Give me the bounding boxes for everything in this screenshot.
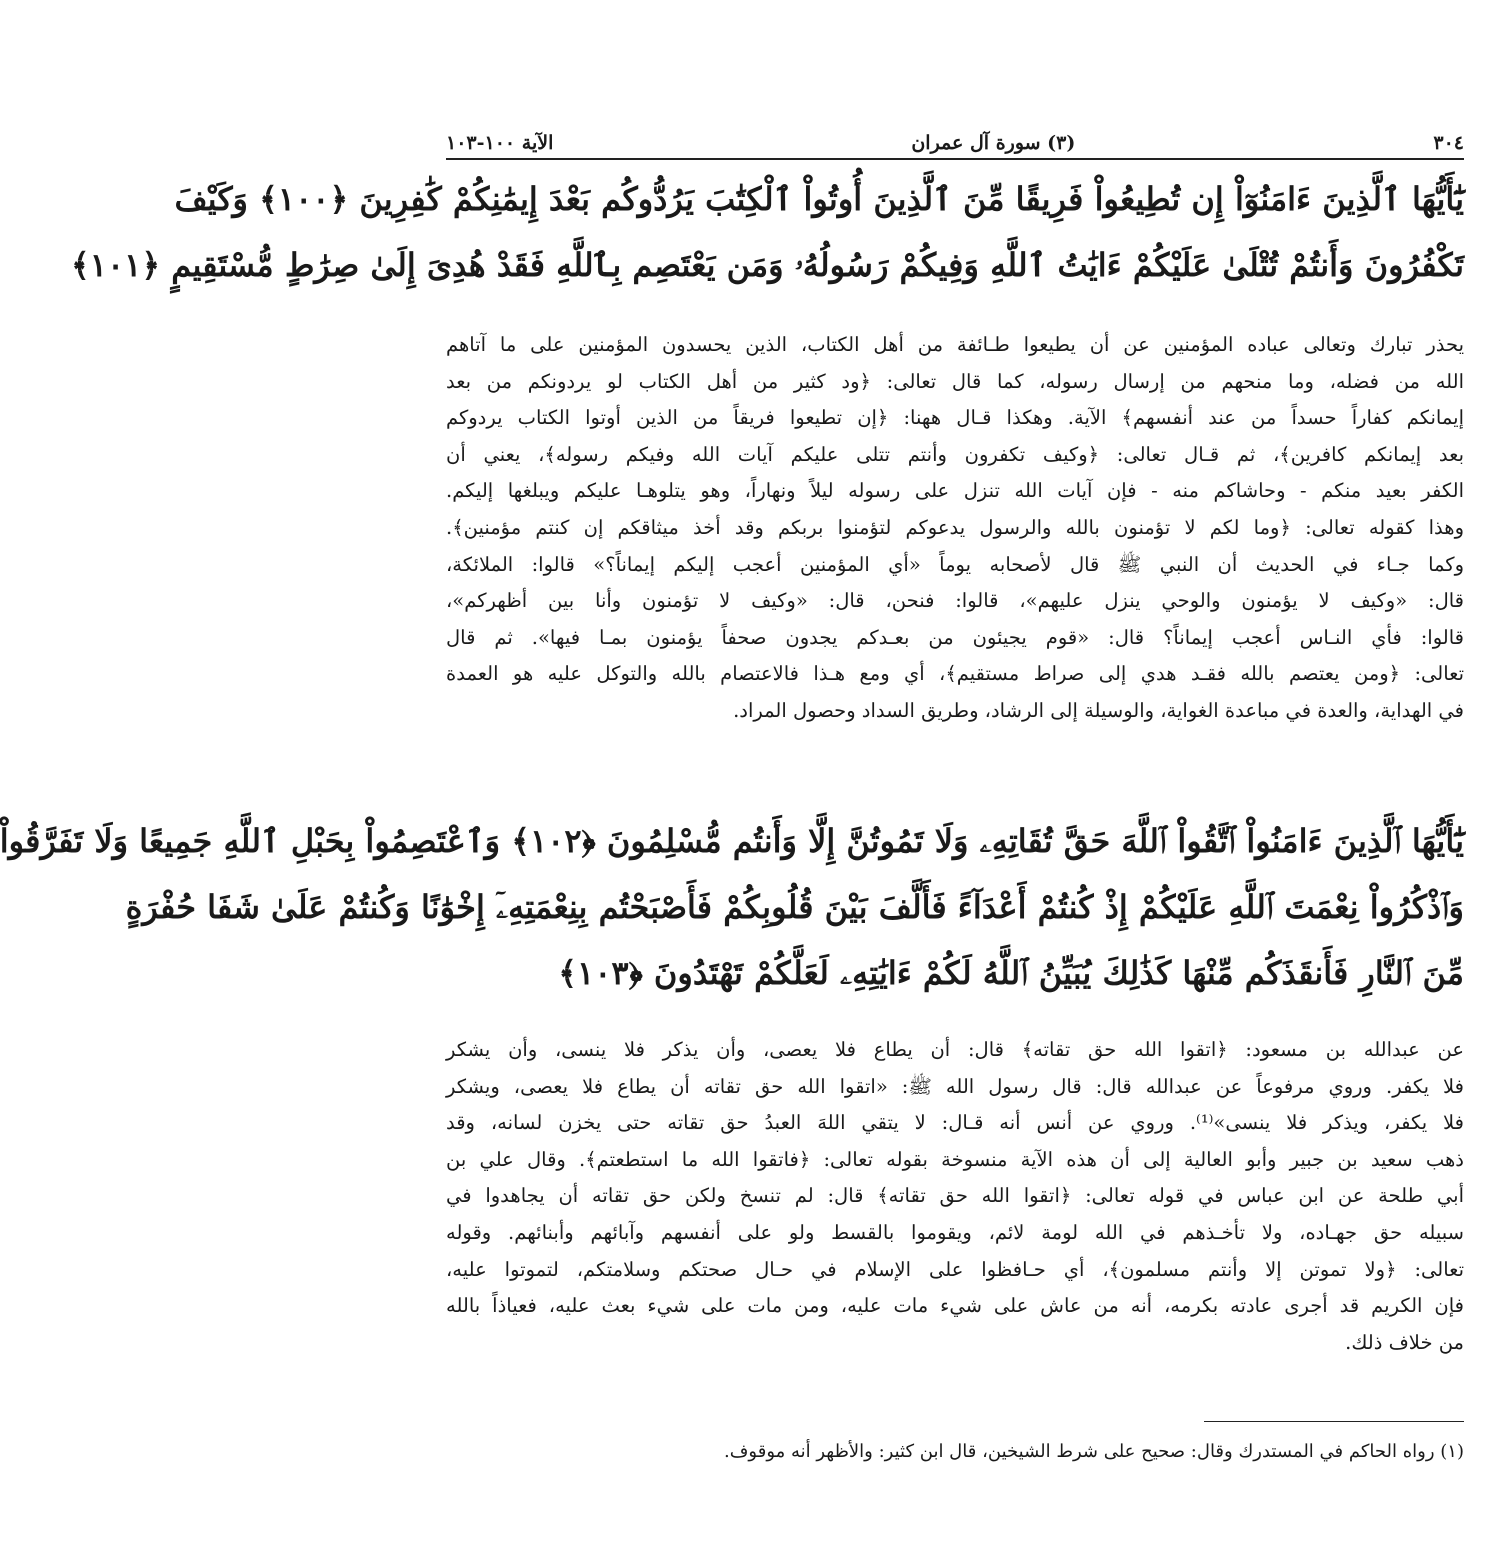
commentary-line: قالوا: فأي النـاس أعجب إيماناً؟ قال: «قوم يجيئون من بعـدكم يجدون صحفاً يؤمنون بمـا فيها». ثم قال	[446, 625, 1464, 649]
verse-line: مِّنَ ٱلنَّارِ فَأَنقَذَكُم مِّنْهَا كَذَٰلِكَ يُبَيِّنُ ٱللَّهُ لَكُمْ ءَايَٰتِهِۦ لَعَلَّكُمْ تَهْتَدُونَ ﴿١٠٣﴾	[558, 954, 1464, 992]
commentary-line: ذهب سعيد بن جبير وأبو العالية إلى أن هذه الآية منسوخة بقوله تعالى: ﴿فاتقوا الله ما استطعتم﴾. وقال علي بن	[446, 1147, 1464, 1171]
verse-line: تَكْفُرُونَ وَأَنتُمْ تُتْلَىٰ عَلَيْكُمْ ءَايَٰتُ ٱللَّهِ وَفِيكُمْ رَسُولُهُۥ وَمَن يَعْتَصِم بِٱللَّهِ فَقَدْ هُدِىَ إِلَىٰ صِرَٰطٍ مُّسْتَقِيمٍ ﴿١٠١﴾	[71, 246, 1464, 284]
verse-line: يَٰٓأَيُّهَا ٱلَّذِينَ ءَامَنُوٓاْ إِن تُطِيعُواْ فَرِيقًا مِّنَ ٱلَّذِينَ أُوتُواْ ٱلْكِتَٰبَ يَرُدُّوكُم بَعْدَ إِيمَٰنِكُمْ كَٰفِرِينَ ﴿١٠٠﴾ وَكَيْفَ	[174, 180, 1464, 218]
commentary-line: من خلاف ذلك.	[1345, 1330, 1464, 1354]
quran-verses-100-101	[71, 166, 1464, 298]
commentary-line: يحذر تبارك وتعالى عباده المؤمنين عن أن يطيعوا طـائفة من أهل الكتاب، الذين يحسدون المؤمنين على ما آتاهم	[446, 333, 1464, 356]
commentary-line: سبيله حق جهـاده، ولا تأخـذهم في الله لومة لائم، ويقوموا بالقسط ولو على أنفسهم وآبائهم وأبنائهم. وقوله	[446, 1220, 1464, 1244]
commentary-block-2	[446, 1032, 1464, 1361]
quran-verses-102-103	[0, 808, 1464, 1006]
verse-line: يَٰٓأَيُّهَا ٱلَّذِينَ ءَامَنُواْ ٱتَّقُواْ ٱللَّهَ حَقَّ تُقَاتِهِۦ وَلَا تَمُوتُنَّ إِلَّا وَأَنتُم مُّسْلِمُونَ ﴿١٠٢﴾ وَٱعْتَصِمُواْ بِحَبْلِ ٱللَّهِ جَمِيعًا وَلَا تَفَرَّقُواْ	[0, 822, 1464, 860]
verse-range: الآية ١٠٠-١٠٣	[446, 132, 554, 154]
page-header	[446, 120, 1464, 160]
commentary-line: بعد إيمانكم كافرين﴾، ثم قـال تعالى: ﴿وكيف تكفرون وأنتم تتلى عليكم آيات الله وفيكم رسوله﴾، يعني أن	[446, 442, 1464, 466]
footnote-divider	[1204, 1421, 1464, 1422]
commentary-line: الله من فضله، وما منحهم من إرسال رسوله، كما قال تعالى: ﴿ود كثير من أهل الكتاب لو يردونكم من بعد	[446, 369, 1464, 393]
page-number: ٣٠٤	[1433, 132, 1464, 154]
commentary-line: وكما جـاء في الحديث أن النبي ﷺ قال لأصحابه يوماً «أي المؤمنين أعجب إليكم إيماناً؟» قالوا: الملائكة،	[446, 552, 1464, 576]
commentary-line: تعالى: ﴿ولا تموتن إلا وأنتم مسلمون﴾، أي حـافظوا على الإسلام في حـال صحتكم وسلامتكم، لتموتوا عليه،	[446, 1257, 1464, 1281]
commentary-line: في الهداية، والعدة في مباعدة الغواية، والوسيلة إلى الرشاد، وطريق السداد وحصول المراد.	[733, 698, 1464, 722]
commentary-line: فلا يكفر. وروي مرفوعاً عن عبدالله قال: قال رسول الله ﷺ: «اتقوا الله حق تقاته أن يطاع فلا يعصى، ويشكر	[446, 1074, 1464, 1098]
commentary-line: فإن الكريم قد أجرى عادته بكرمه، أنه من عاش على شيء مات عليه، ومن مات على شيء بعث عليه، فعياذاً بالله	[446, 1294, 1464, 1318]
commentary-line: قال: «وكيف لا يؤمنون والوحي ينزل عليهم»، قالوا: فنحن، قال: «وكيف لا تؤمنون وأنا بين أظهركم»،	[446, 589, 1464, 613]
commentary-line: الكفر بعيد منكم - وحاشاكم منه - فإن آيات الله تنزل على رسوله ليلاً ونهاراً، وهو يتلوهـا عليكم ويبلغها إليكم.	[446, 479, 1464, 503]
commentary-line: فلا يكفر، ويذكر فلا ينسى»⁽¹⁾. وروي عن أنس أنه قـال: لا يتقي اللهَ العبدُ حق تقاته حتى يخزن لسانه، وقد	[446, 1111, 1465, 1135]
commentary-block-1	[446, 327, 1464, 730]
commentary-line: وهذا كقوله تعالى: ﴿وما لكم لا تؤمنون بالله والرسول يدعوكم لتؤمنوا بربكم وقد أخذ ميثاقكم إن كنتم مؤمنين﴾.	[446, 515, 1464, 539]
verse-line: وَٱذْكُرُواْ نِعْمَتَ ٱللَّهِ عَلَيْكُمْ إِذْ كُنتُمْ أَعْدَآءً فَأَلَّفَ بَيْنَ قُلُوبِكُمْ فَأَصْبَحْتُم بِنِعْمَتِهِۦٓ إِخْوَٰنًا وَكُنتُمْ عَلَىٰ شَفَا حُفْرَةٍ	[125, 888, 1464, 926]
commentary-line: إيمانكم كفاراً حسداً من عند أنفسهم﴾ الآية. وهكذا قـال ههنا: ﴿إن تطيعوا فريقاً من الذين أوتوا الكتاب يردوكم	[446, 406, 1464, 430]
footnote: (١) رواه الحاكم في المستدرك وقال: صحيح على شرط الشيخين، قال ابن كثير: والأظهر أنه موقوف.	[724, 1441, 1464, 1462]
commentary-line: أبي طلحة عن ابن عباس في قوله تعالى: ﴿اتقوا الله حق تقاته﴾ قال: لم تنسخ ولكن حق تقاته أن يجاهدوا في	[446, 1184, 1464, 1208]
surah-title: (٣) سورة آل عمران	[911, 132, 1076, 154]
commentary-line: تعالى: ﴿ومن يعتصم بالله فقـد هدي إلى صراط مستقيم﴾، أي ومع هـذا فالاعتصام بالله والتوكل عليه هو العمدة	[446, 662, 1464, 686]
commentary-line: عن عبدالله بن مسعود: ﴿اتقوا الله حق تقاته﴾ قال: أن يطاع فلا يعصى، وأن يذكر فلا ينسى، وأن يشكر	[446, 1038, 1464, 1061]
